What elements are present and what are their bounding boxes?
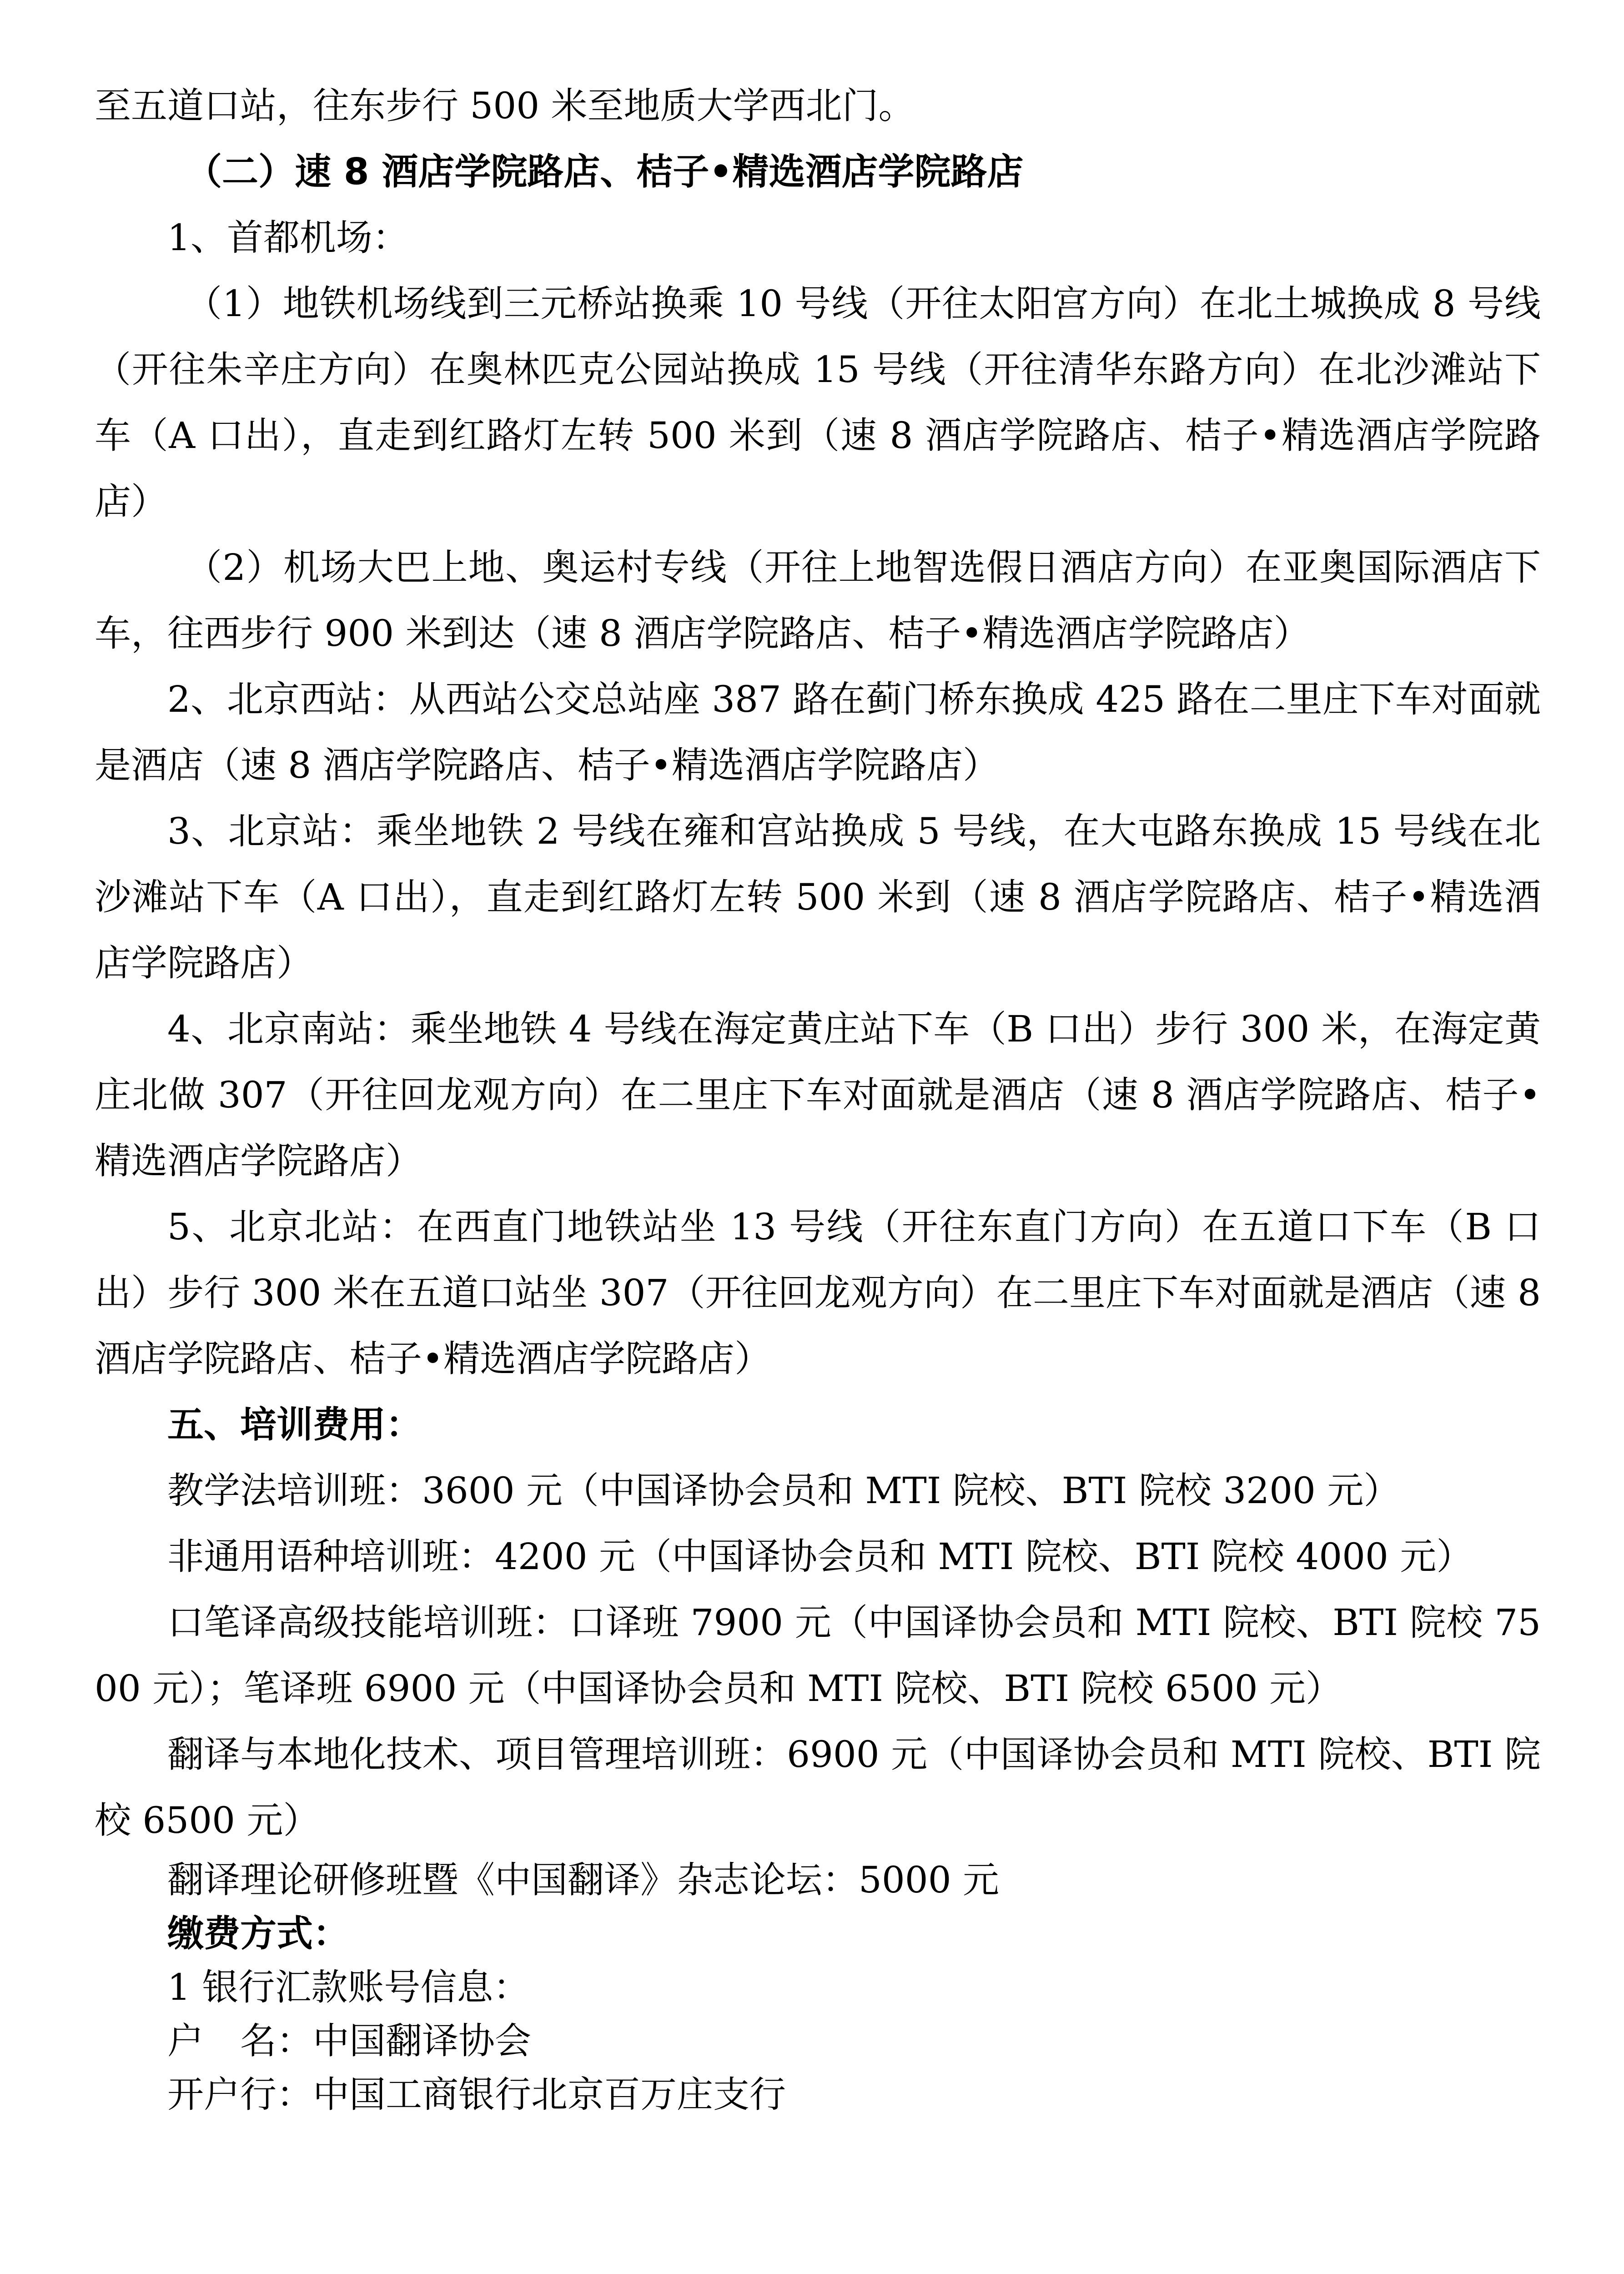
fee-teaching-method: 教学法培训班：3600 元（中国译协会员和 MTI 院校、BTI 院校 3200 元） [167,1469,1400,1512]
item-beijing-north-station: 5、北京北站：在西直门地铁站坐 13 号线（开往东直门方向）在五道口下车（B 口出）步行 300 米在五道口站坐 307（开往回龙观方向）在二里庄下车对面就是酒店（速 8 酒店学院路店、桔子•精选酒店学院路店） [95,1206,1541,1380]
item-beijing-station: 3、北京站：乘坐地铁 2 号线在雍和宫站换成 5 号线，在大屯路东换成 15 号线在北沙滩站下车（A 口出），直走到红路灯左转 500 米到（速 8 酒店学院路店、桔子•精选酒店学院路店） [95,810,1541,984]
item-capital-airport-bus: （2）机场大巴上地、奥运村专线（开往上地智选假日酒店方向）在亚奥国际酒店下车，往西步行 900 米到达（速 8 酒店学院路店、桔子•精选酒店学院路店） [95,546,1541,654]
fee-translation-theory: 翻译理论研修班暨《中国翻译》杂志论坛：5000 元 [167,1859,1000,1901]
section-heading-hotel-2: （二）速 8 酒店学院路店、桔子•精选酒店学院路店 [186,151,1024,193]
item-beijing-west-station: 2、北京西站：从西站公交总站座 387 路在蓟门桥东换成 425 路在二里庄下车对面就是酒店（速 8 酒店学院路店、桔子•精选酒店学院路店） [95,678,1541,786]
document-body [95,73,1541,2122]
section-heading-payment: 缴费方式： [167,1912,349,1955]
fee-advanced-interpreting-translation: 口笔译高级技能培训班：口译班 7900 元（中国译协会员和 MTI 院校、BTI 院校 7500 元）；笔译班 6900 元（中国译协会员和 MTI 院校、BTI 院校 6500 元） [95,1601,1541,1710]
item-beijing-south-station: 4、北京南站：乘坐地铁 4 号线在海定黄庄站下车（B 口出）步行 300 米，在海定黄庄北做 307（开往回龙观方向）在二里庄下车对面就是酒店（速 8 酒店学院路店、桔子•精选酒店学院路店） [95,1008,1541,1182]
payment-bank-info-label: 1 银行汇款账号信息： [167,1966,530,2008]
fee-localization-project-management: 翻译与本地化技术、项目管理培训班：6900 元（中国译协会员和 MTI 院校、BTI 院校 6500 元） [95,1733,1541,1841]
payment-bank-branch: 开户行：中国工商银行北京百万庄支行 [167,2073,786,2116]
payment-account-name: 户 名：中国翻译协会 [167,2020,531,2062]
fee-less-common-languages: 非通用语种培训班：4200 元（中国译协会员和 MTI 院校、BTI 院校 4000 元） [167,1535,1473,1578]
paragraph-directions-continuation: 至五道口站，往东步行 500 米至地质大学西北门。 [95,85,915,127]
item-capital-airport-subway: （1）地铁机场线到三元桥站换乘 10 号线（开往太阳宫方向）在北土城换成 8 号线（开往朱辛庄方向）在奥林匹克公园站换成 15 号线（开往清华东路方向）在北沙滩站下车（A 口出），直走到红路灯左转 500 米到（速 8 酒店学院路店、桔子•精选酒店学院路店） [95,282,1541,523]
item-capital-airport-title: 1、首都机场： [167,216,409,259]
section-heading-fees: 五、培训费用： [167,1404,422,1446]
